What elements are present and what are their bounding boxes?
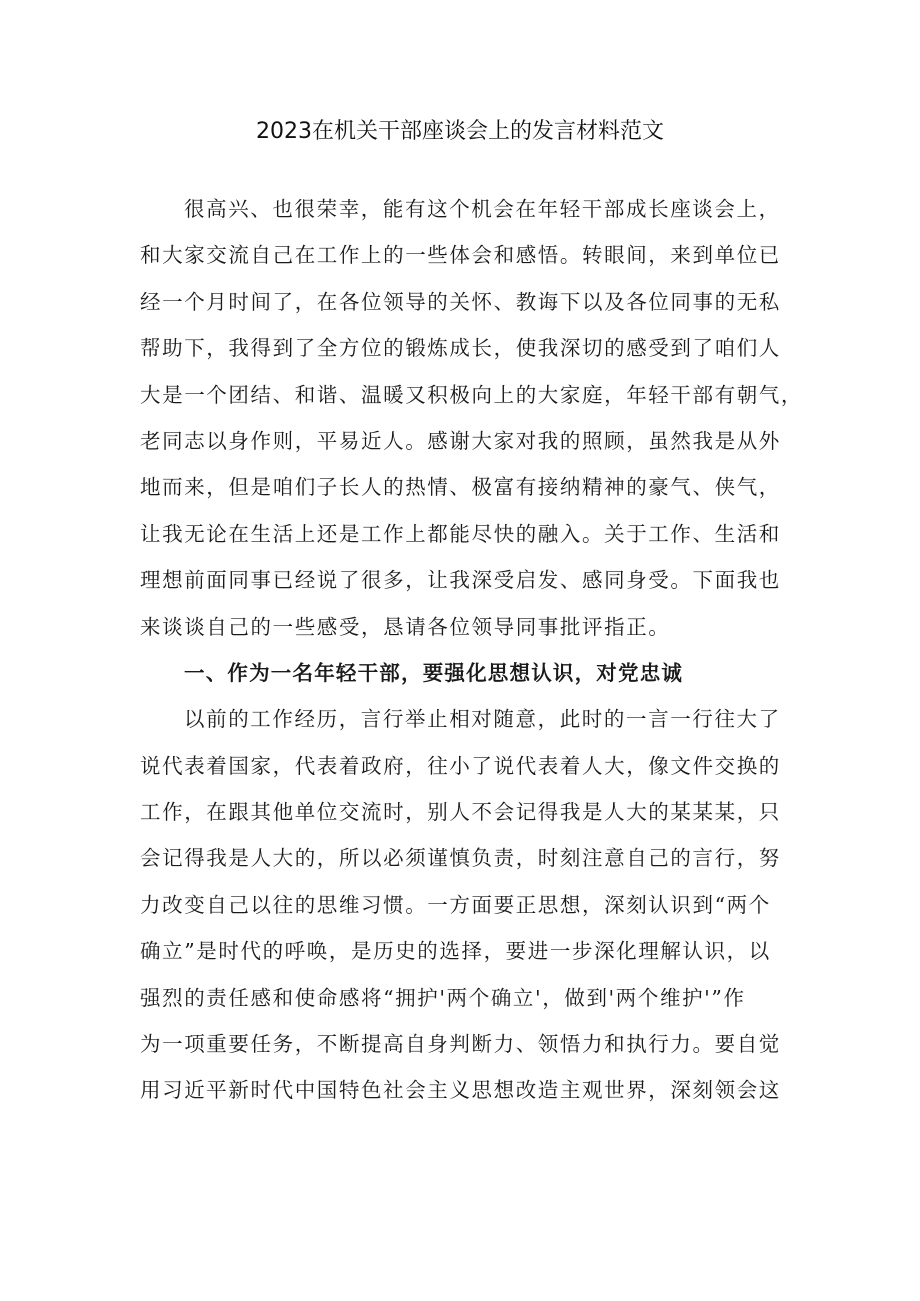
paragraph-line: 帮助下，我得到了全方位的锻炼成长，使我深切的感受到了咱们人 (140, 336, 781, 361)
document-body (140, 186, 803, 1114)
paragraph-line: 用习近平新时代中国特色社会主义思想改造主观世界，深刻领会这 (140, 1078, 781, 1103)
paragraph-line: 大是一个团结、和谐、温暖又积极向上的大家庭，年轻干部有朝气， (140, 382, 803, 407)
paragraph-line: 老同志以身作则，平易近人。感谢大家对我的照顾，虽然我是从外 (140, 428, 781, 453)
paragraph-line: 地而来，但是咱们子长人的热情、极富有接纳精神的豪气、侠气， (140, 475, 781, 500)
paragraph-line: 工作，在跟其他单位交流时，别人不会记得我是人大的某某某，只 (140, 800, 781, 825)
paragraph-line: 经一个月时间了，在各位领导的关怀、教诲下以及各位同事的无私 (140, 289, 781, 314)
paragraph-line: 很高兴、也很荣幸，能有这个机会在年轻干部成长座谈会上， (184, 197, 781, 221)
document-title: 2023在机关干部座谈会上的发言材料范文 (256, 119, 664, 144)
paragraph-line: 来谈谈自己的一些感受，恳请各位领导同事批评指正。 (140, 614, 671, 639)
paragraph-line: 确立”是时代的呼唤，是历史的选择，要进一步深化理解认识，以 (140, 939, 771, 964)
paragraph-line: 会记得我是人大的，所以必须谨慎负责，时刻注意自己的言行，努 (140, 846, 781, 871)
paragraph-line: 让我无论在生活上还是工作上都能尽快的融入。关于工作、生活和 (140, 521, 781, 546)
paragraph-line: 为一项重要任务，不断提高自身判断力、领悟力和执行力。要自觉 (140, 1032, 781, 1057)
paragraph-line: 和大家交流自己在工作上的一些体会和感悟。转眼间，来到单位已 (140, 243, 781, 268)
paragraph-line: 说代表着国家，代表着政府，往小了说代表着人大，像文件交换的 (140, 753, 781, 778)
paragraph-line: 理想前面同事已经说了很多，让我深受启发、感同身受。下面我也 (140, 568, 781, 593)
paragraph-line: 强烈的责任感和使命感将“拥护'两个确立'，做到'两个维护'”作 (140, 985, 746, 1010)
section-heading: 一、作为一名年轻干部，要强化思想认识，对党忠诚 (184, 660, 684, 685)
paragraph-line: 以前的工作经历，言行举止相对随意，此时的一言一行往大了 (184, 707, 781, 732)
paragraph-line: 力改变自己以往的思维习惯。一方面要正思想，深刻认识到“两个 (140, 892, 771, 917)
